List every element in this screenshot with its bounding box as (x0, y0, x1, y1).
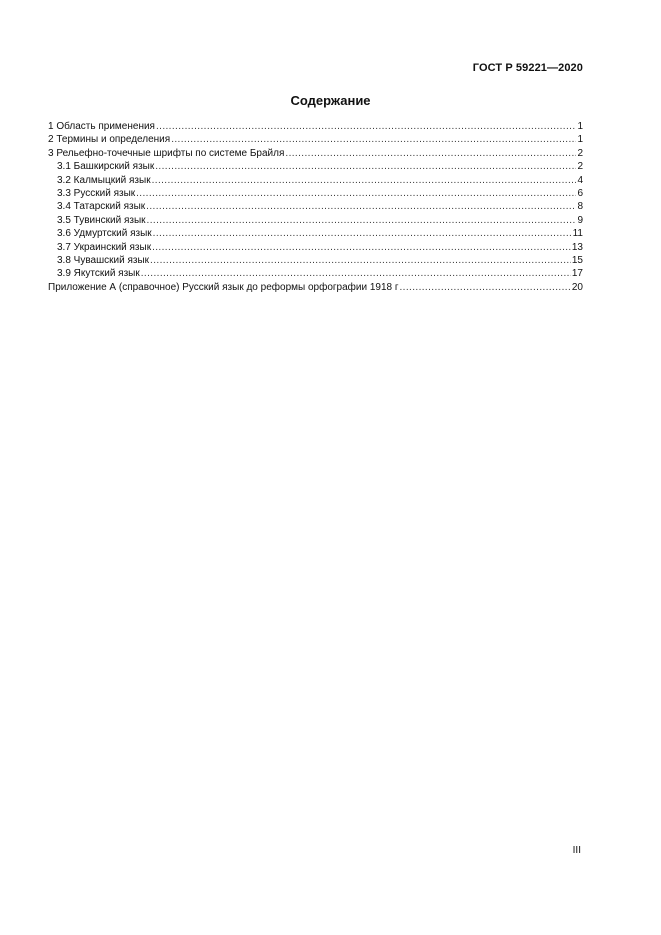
toc-entry[interactable] (48, 133, 583, 146)
toc-entry-label: Приложение А (справочное) Русский язык до реформы орфографии 1918 г (48, 281, 399, 293)
toc-entry-label: 3.4 Татарский язык (57, 201, 146, 213)
toc-entry-label: 3.9 Якутский язык (57, 268, 140, 280)
toc-dot-leader (136, 187, 576, 200)
toc-entry-page: 15 (571, 254, 583, 266)
toc-entry-page: 2 (577, 161, 583, 173)
toc-subentry[interactable] (48, 214, 583, 227)
toc-dot-leader (141, 267, 571, 280)
toc-entry-label: 3.5 Тувинский язык (57, 214, 146, 226)
toc-dot-leader (152, 174, 577, 187)
toc-entry-page: 6 (577, 187, 583, 199)
toc-dot-leader (153, 227, 572, 240)
toc-subentry[interactable] (48, 254, 583, 267)
toc-entry-page: 11 (572, 228, 583, 240)
toc-entry-page: 2 (577, 147, 583, 159)
document-id-header: ГОСТ Р 59221—2020 (472, 62, 583, 74)
toc-title: Содержание (290, 93, 371, 108)
toc-entry-page: 4 (577, 174, 583, 186)
page-number: III (572, 845, 581, 856)
toc-subentry[interactable] (48, 267, 583, 280)
toc-entry-page: 13 (571, 241, 583, 253)
toc-dot-leader (150, 254, 571, 267)
toc-entry-label: 3.3 Русский язык (57, 187, 136, 199)
toc-subentry[interactable] (48, 241, 583, 254)
toc-entry-label: 3.7 Украинский язык (57, 241, 152, 253)
toc-entry-label: 3.6 Удмуртский язык (57, 228, 152, 240)
toc-dot-leader (285, 147, 576, 160)
toc-subentry[interactable] (48, 227, 583, 240)
table-of-contents (48, 120, 583, 294)
toc-dot-leader (156, 120, 576, 133)
toc-entry-page: 1 (577, 121, 583, 132)
toc-subentry[interactable] (48, 160, 583, 173)
toc-subentry[interactable] (48, 174, 583, 187)
toc-dot-leader (146, 200, 576, 213)
toc-dot-leader (400, 281, 571, 294)
toc-entry-page: 1 (577, 134, 583, 146)
toc-entry[interactable] (48, 147, 583, 160)
toc-entry-label: 3 Рельефно-точечные шрифты по системе Брайля (48, 147, 285, 159)
toc-entry-label: 3.2 Калмыцкий язык (57, 174, 151, 186)
toc-entry-page: 17 (571, 268, 583, 280)
toc-entry-page: 9 (577, 214, 583, 226)
toc-entry-label: 1 Область применения (48, 121, 155, 132)
toc-dot-leader (155, 160, 576, 173)
toc-entry-label: 3.1 Башкирский язык (57, 161, 155, 173)
toc-subentry[interactable] (48, 200, 583, 213)
toc-entry-label: 3.8 Чувашский язык (57, 254, 150, 266)
toc-entry[interactable] (48, 281, 583, 294)
toc-subentry[interactable] (48, 187, 583, 200)
toc-entry-page: 8 (577, 201, 583, 213)
toc-entry-page: 20 (571, 281, 583, 293)
toc-dot-leader (171, 133, 576, 146)
toc-dot-leader (152, 241, 571, 254)
toc-entry[interactable] (48, 120, 583, 133)
toc-dot-leader (147, 214, 577, 227)
toc-entry-label: 2 Термины и определения (48, 134, 171, 146)
